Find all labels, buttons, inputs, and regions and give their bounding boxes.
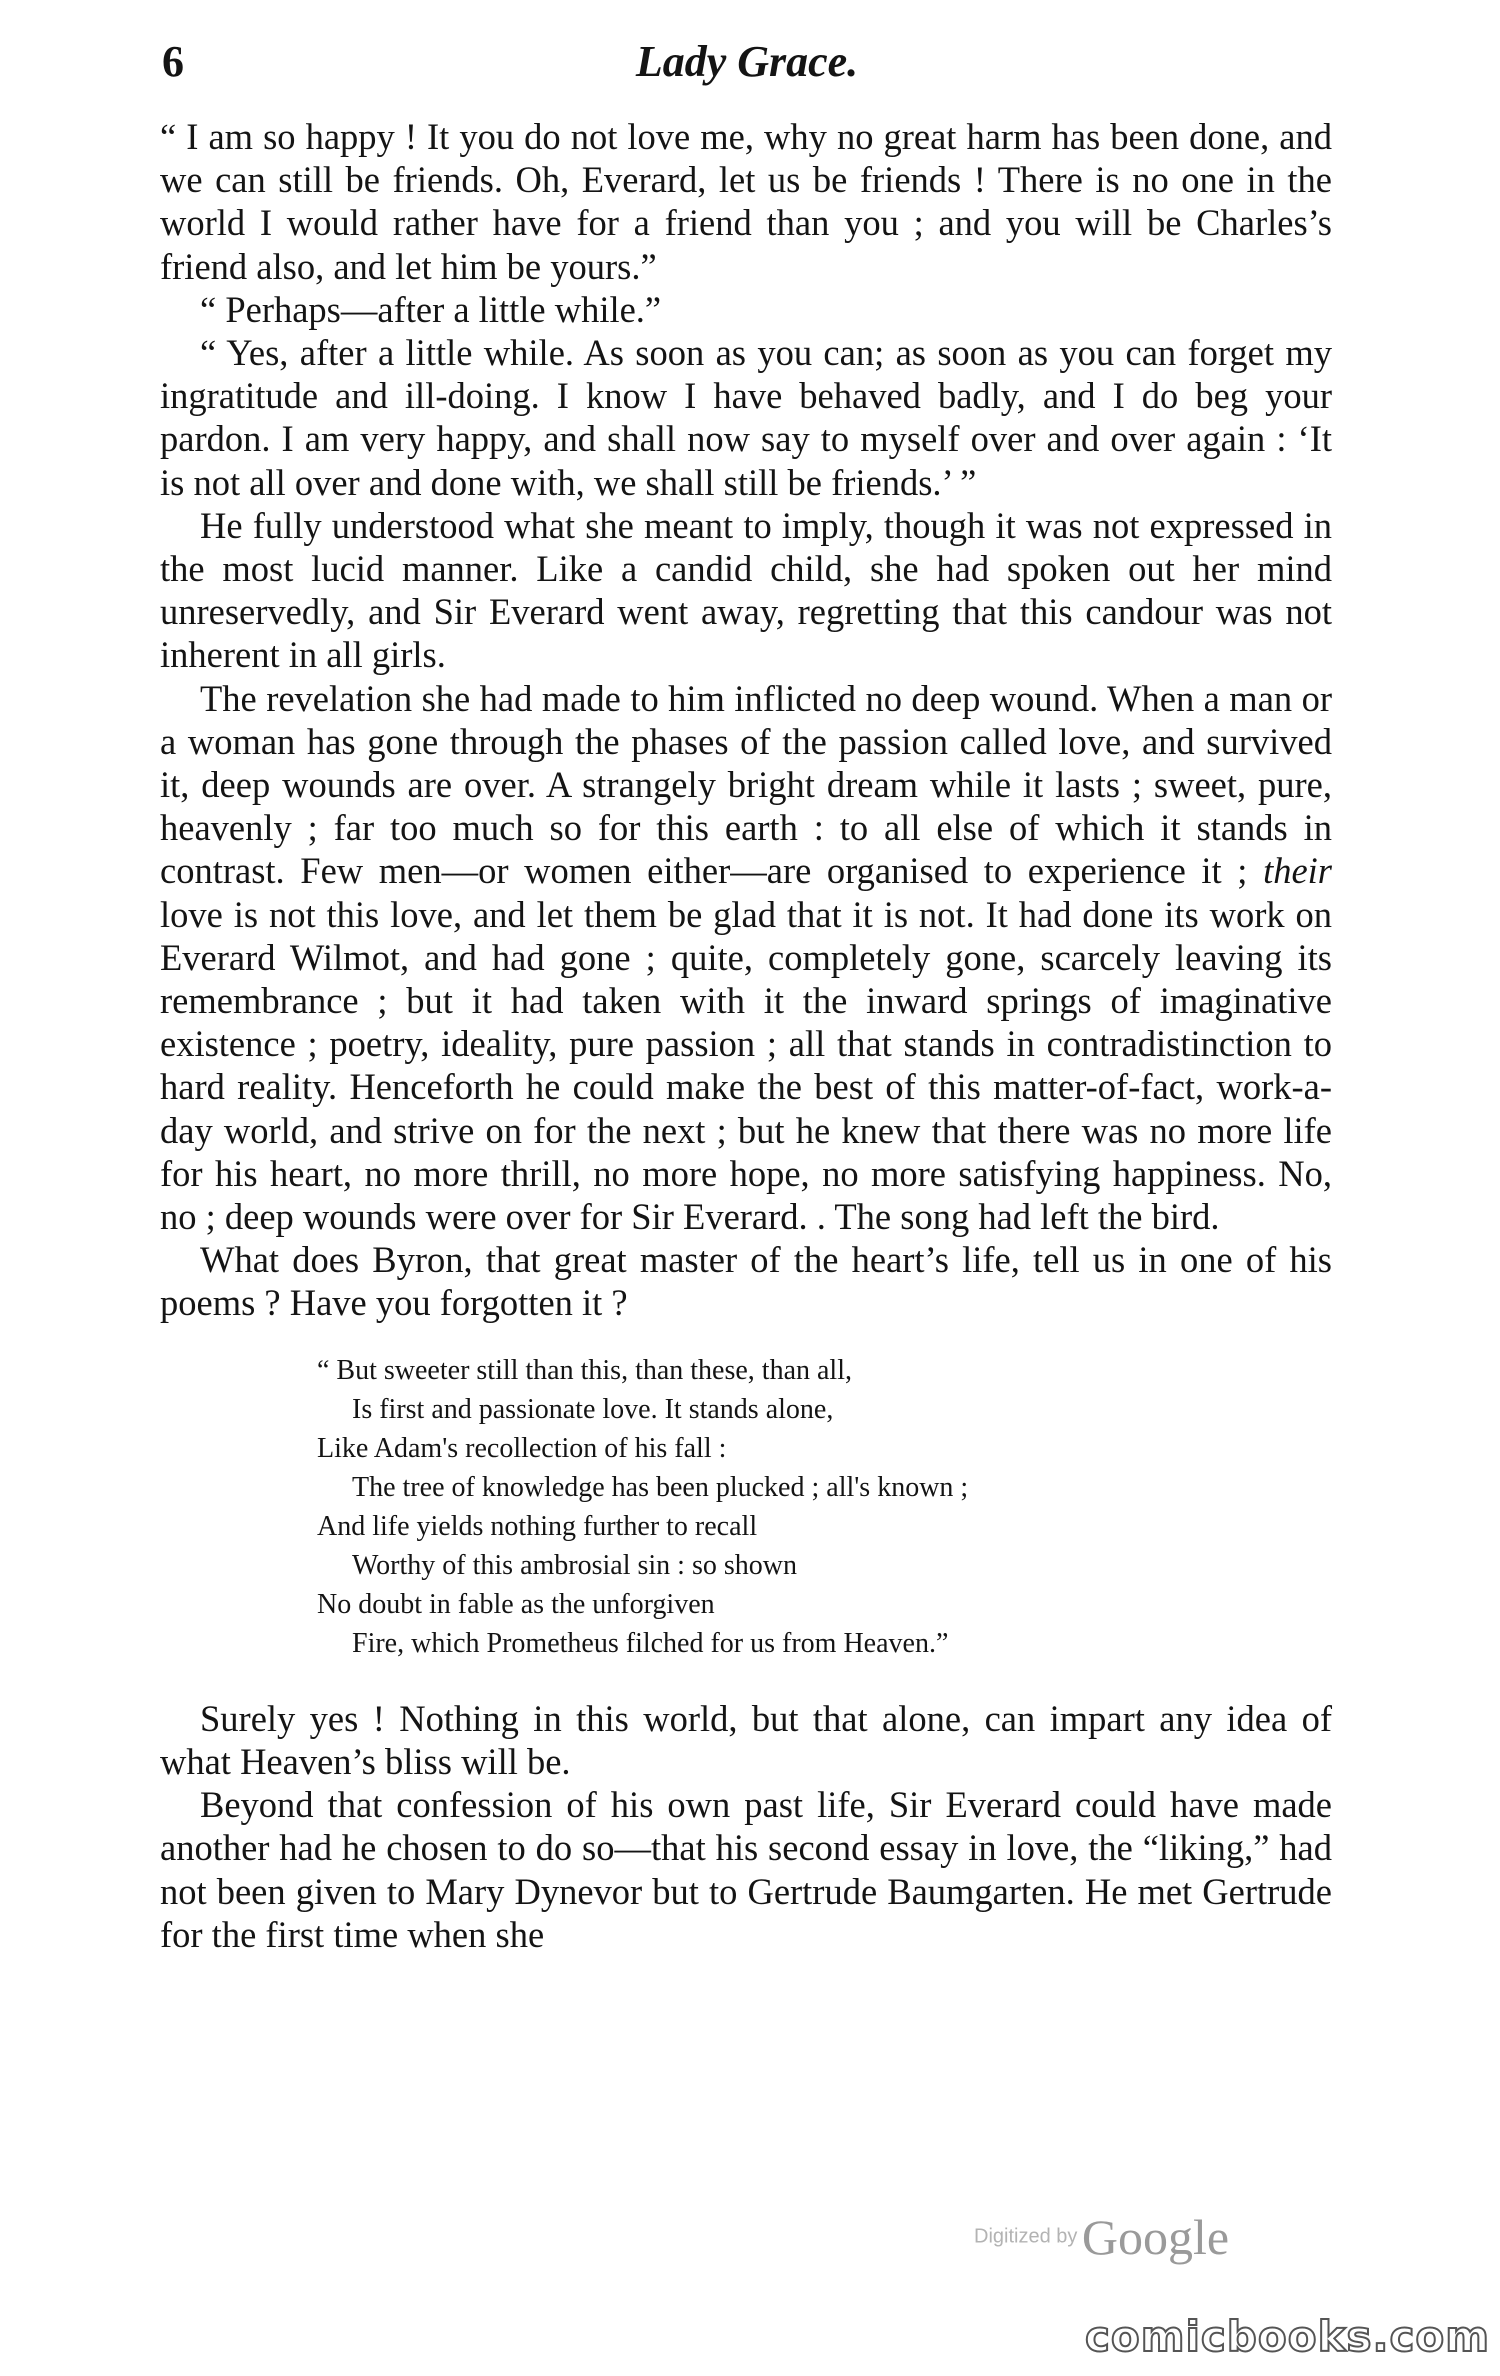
page-header (162, 36, 1332, 96)
paragraph-5-end: love is not this love, and let them be glad that it is not. It had done its work on Everard Wilmot, and had gone ; quite, completely gone, scarcely leaving its remembrance ; but it had taken with it the inward springs of imaginative existence ; poetry, ideality, pure passion ; all that stands in contradistinction to hard reality. Henceforth he could make the best of this matter-of-fact, work-a-day world, and strive on for the next ; but he knew that there was no more life for his heart, no more thrill, no more hope, no more satisfying happiness. No, no ; deep wounds were over for Sir Everard. . The song had left the bird. (160, 893, 1332, 1238)
verse-line: Fire, which Prometheus filched for us from Heaven.” (352, 1627, 949, 1659)
paragraph-2: “ Perhaps—after a little while.” (200, 288, 662, 330)
verse-line: No doubt in fable as the unforgiven (317, 1588, 715, 1620)
watermark-brand: Google (1081, 2209, 1230, 2265)
site-watermark: comicbooks.com (1085, 2312, 1490, 2361)
paragraph-8: Beyond that confession of his own past life, Sir Everard could have made another had he chosen to do so—that his second essay in love, the “liking,” had not been given to Mary Dynevor but to Gertrude Baumgarten. He met Gertrude for the first time when she (160, 1784, 1332, 1955)
verse-quotation (317, 1351, 1332, 1663)
running-title: Lady Grace. (635, 37, 859, 86)
paragraph-6: What does Byron, that great master of the heart’s life, tell us in one of his poems ? Have you forgotten it ? (160, 1239, 1332, 1324)
watermark-label: Digitized by (974, 2225, 1078, 2248)
paragraph-5-start: The revelation she had made to him inflicted no deep wound. When a man or a woman has gone through the phases of the passion called love, and survived it, deep wounds are over. A strangely bright dream while it lasts ; sweet, pure, heavenly ; far too much so for this earth : to all else of which it stands in contrast. Few men—or women either—are organised to experience it ; (160, 677, 1332, 892)
paragraph-7: Surely yes ! Nothing in this world, but that alone, can impart any idea of what Heaven’s bliss will be. (160, 1697, 1332, 1782)
paragraph-4: He fully understood what she meant to imply, though it was not expressed in the most lucid manner. Like a candid child, she had spoken out her mind unreservedly, and Sir Everard went away, regretting that this candour was not inherent in all girls. (160, 504, 1332, 676)
verse-line: And life yields nothing further to recall (317, 1510, 758, 1542)
verse-line: Worthy of this ambrosial sin : so shown (352, 1549, 797, 1581)
paragraph-5-italic: their (1263, 850, 1332, 892)
paragraph-5 (160, 677, 1332, 1239)
verse-line: The tree of knowledge has been plucked ; all's known ; (352, 1471, 969, 1503)
paragraph-3: “ Yes, after a little while. As soon as you can; as soon as you can forget my ingratitude and ill-doing. I know I have behaved badly, and I do beg your pardon. I am very happy, and shall now say to myself over and over again : ‘It is not all over and done with, we shall still be friends.’ ” (160, 332, 1332, 503)
verse-line: “ But sweeter still than this, than these, than all, (317, 1354, 852, 1386)
page-number: 6 (162, 37, 184, 86)
body-text (160, 115, 1332, 1956)
digitized-watermark (974, 2208, 1229, 2266)
paragraph-1: “ I am so happy ! It you do not love me, why no great harm has been done, and we can still be friends. Oh, Everard, let us be friends ! There is no one in the world I would rather have for a friend than you ; and you will be Charles’s friend also, and let him be yours.” (160, 116, 1332, 287)
verse-line: Is first and passionate love. It stands alone, (352, 1393, 834, 1425)
verse-line: Like Adam's recollection of his fall : (317, 1432, 727, 1464)
